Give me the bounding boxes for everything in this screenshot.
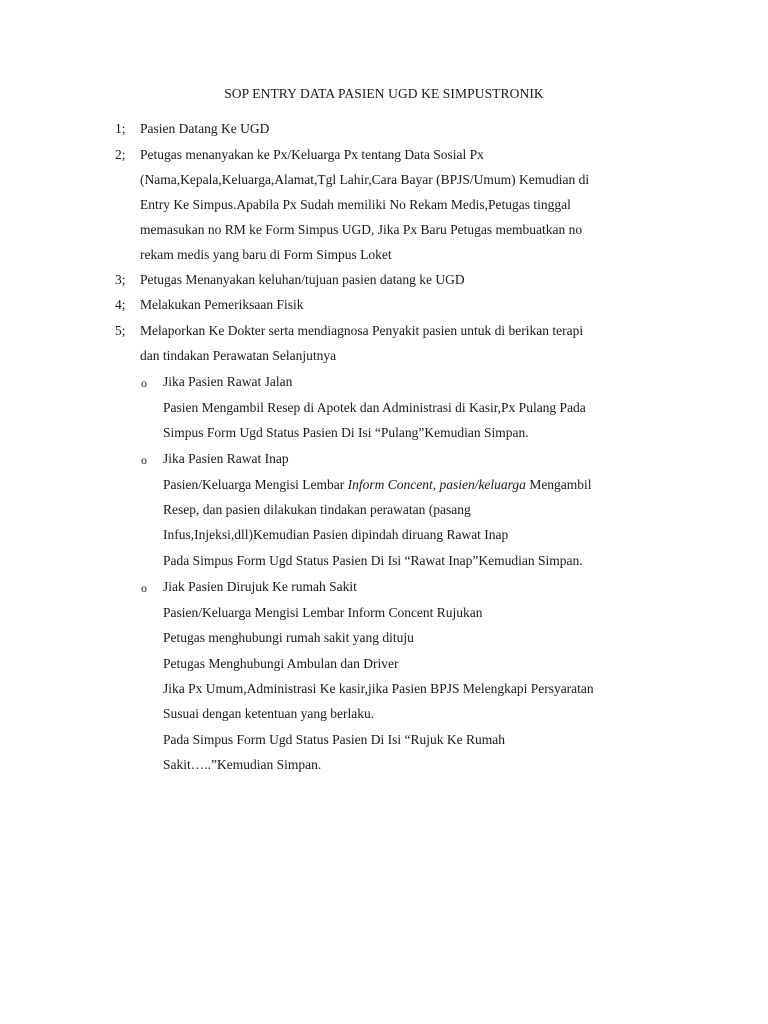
subitem-heading: Jiak Pasien Dirujuk Ke rumah Sakit: [163, 579, 357, 594]
subitem-text: Jika Px Umum,Administrasi Ke kasir,jika Pasien BPJS Melengkapi Persyaratan: [163, 681, 594, 696]
item-text: Pasien Datang Ke UGD: [140, 121, 270, 136]
item-text: dan tindakan Perawatan Selanjutnya: [140, 348, 337, 363]
subitem-text: Sakit…..”Kemudian Simpan.: [163, 757, 322, 772]
subitem-heading: Jika Pasien Rawat Jalan: [163, 374, 293, 389]
item-text: Entry Ke Simpus.Apabila Px Sudah memiliki No Rekam Medis,Petugas tinggal: [140, 197, 571, 212]
item-number: 3;: [115, 272, 126, 287]
subitem-text: Susuai dengan ketentuan yang berlaku.: [163, 706, 375, 721]
subitem-text: Pasien/Keluarga Mengisi Lembar Inform Concent Rujukan: [163, 605, 483, 620]
item-number: 2;: [115, 147, 126, 162]
subitem-text: Petugas Menghubungi Ambulan dan Driver: [163, 656, 399, 671]
item-text: (Nama,Kepala,Keluarga,Alamat,Tgl Lahir,Cara Bayar (BPJS/Umum) Kemudian di: [140, 172, 590, 187]
item-text: Petugas menanyakan ke Px/Keluarga Px tentang Data Sosial Px: [140, 147, 484, 162]
bullet-marker: o: [141, 453, 147, 467]
item-text: rekam medis yang baru di Form Simpus Loket: [140, 247, 392, 262]
subitem-text-end: Mengambil: [525, 477, 592, 492]
item-text: Petugas Menanyakan keluhan/tujuan pasien datang ke UGD: [140, 272, 465, 287]
subitem-text: Resep, dan pasien dilakukan tindakan perawatan (pasang: [163, 502, 471, 517]
item-number: 4;: [115, 297, 126, 312]
subitem-text-start: Pasien/Keluarga Mengisi Lembar: [163, 477, 348, 492]
subitem-text: Infus,Injeksi,dll)Kemudian Pasien dipindah diruang Rawat Inap: [163, 527, 509, 542]
subitem-text: Petugas menghubungi rumah sakit yang dituju: [163, 630, 414, 645]
item-text: memasukan no RM ke Form Simpus UGD, Jika Px Baru Petugas membuatkan no: [140, 222, 583, 237]
document-title: SOP ENTRY DATA PASIEN UGD KE SIMPUSTRONIK: [224, 86, 544, 101]
item-text: Melakukan Pemeriksaan Fisik: [140, 297, 304, 312]
item-number: 1;: [115, 121, 126, 136]
subitem-text: Simpus Form Ugd Status Pasien Di Isi “Pulang”Kemudian Simpan.: [163, 425, 529, 440]
subitem-text: [163, 476, 592, 494]
item-number: 5;: [115, 323, 126, 338]
subitem-heading: Jika Pasien Rawat Inap: [163, 451, 289, 466]
bullet-marker: o: [141, 581, 147, 595]
item-text: Melaporkan Ke Dokter serta mendiagnosa Penyakit pasien untuk di berikan terapi: [140, 323, 584, 338]
bullet-marker: o: [141, 376, 147, 390]
subitem-text: Pada Simpus Form Ugd Status Pasien Di Isi “Rawat Inap”Kemudian Simpan.: [163, 553, 583, 568]
italic-term: Inform Concent, pasien/keluarga: [347, 477, 526, 492]
subitem-text: Pasien Mengambil Resep di Apotek dan Administrasi di Kasir,Px Pulang Pada: [163, 400, 586, 415]
subitem-text: Pada Simpus Form Ugd Status Pasien Di Isi “Rujuk Ke Rumah: [163, 732, 505, 747]
